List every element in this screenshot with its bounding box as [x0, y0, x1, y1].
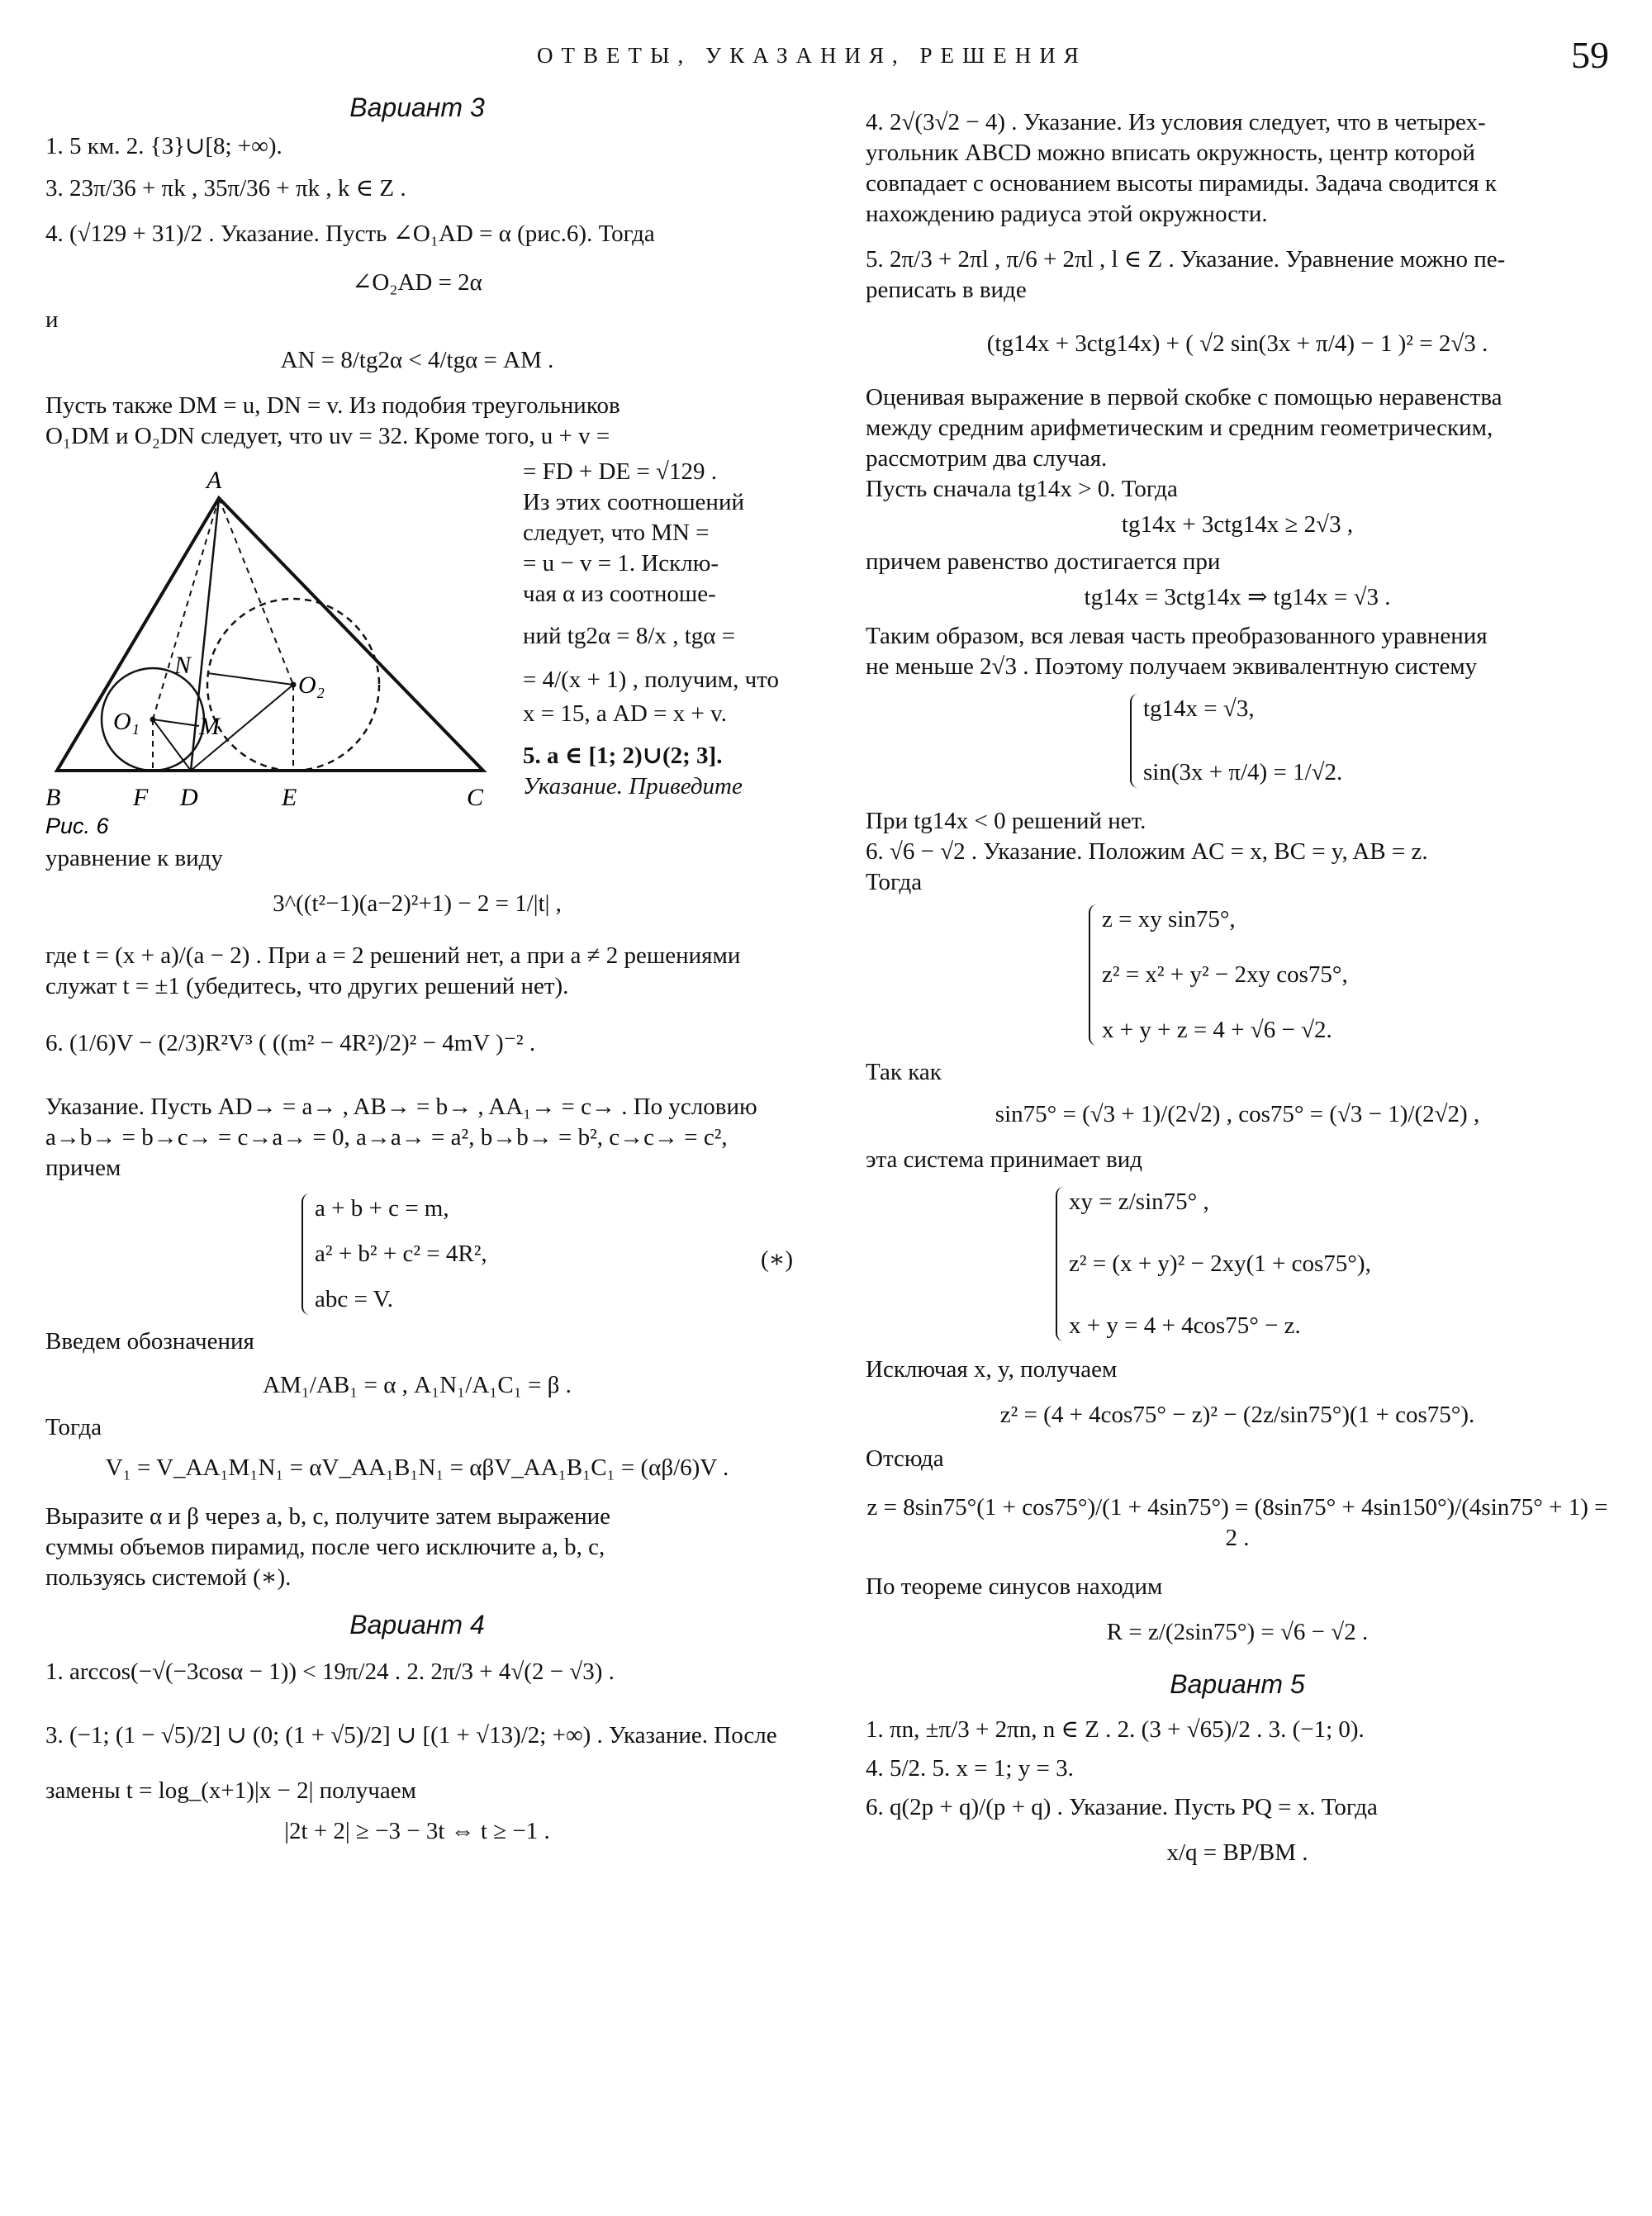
text-line: Исключая x, y, получаем	[866, 1356, 1118, 1383]
system-line: x + y = 4 + 4cos75° − z.	[1069, 1312, 1301, 1339]
system-line: a + b + c = m,	[315, 1195, 449, 1222]
text-line: уравнение к виду	[45, 845, 223, 871]
formula: AM₁/AB₁ = α , A₁N₁/A₁C₁ = β .	[263, 1372, 572, 1398]
system-line: x + y + z = 4 + √6 − √2.	[1102, 1017, 1332, 1043]
text-line: суммы объемов пирамид, после чего исключите a, b, c,	[45, 1534, 605, 1560]
answer-line: 3. (−1; (1 − √5)/2] ∪ (0; (1 + √5)/2] ∪ [(1 + √13)/2; +∞) . Указание. После	[45, 1722, 777, 1749]
text-line: не меньше 2√3 . Поэтому получаем эквивалентную систему	[866, 653, 1478, 680]
formula: V₁ = V_AA₁M₁N₁ = αV_AA₁B₁N₁ = αβV_AA₁B₁C₁ = (αβ/6)V .	[105, 1454, 729, 1481]
figure-6-diagram	[45, 457, 516, 837]
label-b: B	[45, 784, 61, 811]
text-line: Таким образом, вся левая часть преобразованного уравнения	[866, 623, 1488, 649]
answer-line: 3. 23π/36 + πk , 35π/36 + πk , k ∈ Z .	[45, 175, 406, 202]
system-line: z² = x² + y² − 2xy cos75°,	[1102, 961, 1348, 988]
text-line: Так как	[866, 1059, 942, 1085]
text-line: = FD + DE = √129 .	[523, 458, 717, 485]
page-number: 59	[1571, 34, 1609, 76]
text-line: 5. a ∈ [1; 2)∪(2; 3].	[523, 743, 723, 769]
label-o1: O₁	[113, 708, 140, 735]
answer-line: 6. q(2p + q)/(p + q) . Указание. Пусть PQ = x. Тогда	[866, 1794, 1378, 1820]
text-line: между средним арифметическим и средним геометрическим,	[866, 415, 1493, 441]
segment-ao2	[219, 498, 293, 685]
text-line: пользуясь системой (∗).	[45, 1564, 292, 1591]
text-line: Тогда	[866, 869, 923, 895]
formula: x/q = BP/BM .	[1166, 1839, 1308, 1866]
formula: |2t + 2| ≥ −3 − 3t ⇔ t ≥ −1 .	[284, 1818, 550, 1844]
system-1	[1130, 694, 1609, 788]
text-beside-figure	[523, 457, 795, 802]
text-line: совпадает с основанием высоты пирамиды. Задача сводится к	[866, 170, 1497, 197]
answer-line: 6. √6 − √2 . Указание. Положим AC = x, BC = y, AB = z.	[866, 838, 1428, 865]
running-header: ОТВЕТЫ, УКАЗАНИЯ, РЕШЕНИЯ	[537, 43, 1087, 68]
text-line: Выразите α и β через a, b, c, получите затем выражение	[45, 1503, 611, 1530]
text-line: O₁DM и O₂DN следует, что uv = 32. Кроме того, u + v =	[45, 423, 610, 449]
figure-6-block	[45, 457, 789, 837]
left-column	[45, 89, 793, 1852]
text-line: Из этих соотношений	[523, 489, 744, 515]
label-m: M	[199, 713, 220, 740]
text-line: a→b→ = b→c→ = c→a→ = 0, a→a→ = a², b→b→ = b², c→c→ = c², причем	[45, 1124, 728, 1181]
answer-line: 4. 5/2. 5. x = 1; y = 3.	[866, 1755, 1074, 1782]
label-n: N	[174, 652, 192, 679]
point-o2	[291, 682, 297, 688]
text-line: При tg14x < 0 решений нет.	[866, 808, 1146, 834]
system-line: a² + b² + c² = 4R²,	[315, 1241, 487, 1267]
text-line: где t = (x + a)/(a − 2) . При a = 2 решений нет, а при a ≠ 2 решениями	[45, 942, 741, 969]
formula: sin75° = (√3 + 1)/(2√2) , cos75° = (√3 − 1)/(2√2) ,	[995, 1101, 1480, 1127]
label-d: D	[180, 784, 198, 811]
answer-line: 6. (1/6)V − (2/3)R²V³ ( ((m² − 4R²)/2)² − 4mV )⁻² .	[45, 1030, 536, 1056]
section-heading-variant-4: Вариант 4	[349, 1610, 485, 1639]
section-heading-variant-3: Вариант 3	[349, 93, 485, 122]
section-heading-variant-5: Вариант 5	[1170, 1669, 1305, 1699]
label-c: C	[467, 784, 484, 811]
text-line: следует, что MN =	[523, 520, 710, 546]
system-star	[301, 1193, 793, 1315]
text-line: рассмотрим два случая.	[866, 445, 1108, 472]
formula: tg14x = 3ctg14x ⇒ tg14x = √3 .	[1084, 584, 1391, 610]
system-2	[1089, 904, 1609, 1046]
answer-line: 1. arccos(−√(−3cosα − 1)) < 19π/24 . 2. 2π/3 + 4√(2 − √3) .	[45, 1658, 615, 1685]
text-line: угольник ABCD можно вписать окружность, центр которой	[866, 140, 1475, 166]
text-line: эта система принимает вид	[866, 1146, 1143, 1173]
label-f: F	[133, 784, 149, 811]
segment-o1m	[153, 719, 199, 726]
text-line: служат t = ±1 (убедитесь, что других решений нет).	[45, 973, 569, 999]
text-line: ний tg2α = 8/x , tgα =	[523, 623, 736, 649]
answer-line: 1. 5 км. 2. {3}∪[8; +∞).	[45, 133, 282, 159]
system-line: z² = (x + y)² − 2xy(1 + cos75°),	[1069, 1250, 1371, 1277]
segment-ao1	[153, 498, 219, 719]
formula: ∠O₂AD = 2α	[352, 269, 482, 296]
text-line: Введем обозначения	[45, 1328, 254, 1355]
text-line: Тогда	[45, 1414, 102, 1440]
text-line: = 4/(x + 1) , получим, что	[523, 667, 780, 693]
answer-line: 5. 2π/3 + 2πl , π/6 + 2πl , l ∈ Z . Указание. Уравнение можно пе-	[866, 246, 1506, 273]
text-line: Пусть также DM = u, DN = v. Из подобия треугольников	[45, 392, 620, 419]
equation-tag: (∗)	[760, 1246, 793, 1273]
text-line: Указание. Пусть AD→ = a→ , AB→ = b→ , AA₁→ = c→ . По условию	[45, 1094, 757, 1120]
formula: z = 8sin75°(1 + cos75°)/(1 + 4sin75°) = (8sin75° + 4sin150°)/(4sin75° + 1) = 2 .	[866, 1494, 1608, 1551]
text-line: x = 15, а AD = x + v.	[523, 700, 727, 727]
text-line: реписать в виде	[866, 277, 1027, 303]
text-line: чая α из соотноше-	[523, 581, 716, 607]
formula: 3^((t²−1)(a−2)²+1) − 2 = 1/|t| ,	[273, 890, 562, 917]
answer-line: 4. 2√(3√2 − 4) . Указание. Из условия следует, что в четырех-	[866, 109, 1486, 135]
text-line: нахождению радиуса этой окружности.	[866, 201, 1268, 227]
text-line: Пусть сначала tg14x > 0. Тогда	[866, 476, 1178, 502]
text-line: замены t = log_(x+1)|x − 2| получаем	[45, 1777, 416, 1804]
text-line: и	[45, 306, 59, 333]
formula: R = z/(2sin75°) = √6 − √2 .	[1106, 1619, 1369, 1645]
system-3	[1056, 1187, 1609, 1341]
formula: (tg14x + 3ctg14x) + ( √2 sin(3x + π/4) − 1 )² = 2√3 .	[986, 330, 1488, 357]
segment-o1d	[153, 719, 191, 771]
text-line: Оценивая выражение в первой скобке с помощью неравенства	[866, 384, 1502, 410]
point-o1	[150, 717, 156, 723]
formula: AN = 8/tg2α < 4/tgα = AM .	[280, 347, 554, 373]
text-line: причем равенство достигается при	[866, 548, 1221, 575]
formula: tg14x + 3ctg14x ≥ 2√3 ,	[1121, 511, 1354, 538]
label-e: E	[282, 784, 297, 811]
system-line: z = xy sin75°,	[1102, 906, 1236, 932]
right-column	[866, 89, 1609, 1873]
text-line: Указание. Приведите	[523, 773, 743, 800]
system-line: abc = V.	[315, 1286, 394, 1312]
text-line: По теореме синусов находим	[866, 1573, 1163, 1600]
answer-line: 1. πn, ±π/3 + 2πn, n ∈ Z . 2. (3 + √65)/2 . 3. (−1; 0).	[866, 1716, 1365, 1743]
system-line: tg14x = √3,	[1143, 695, 1255, 722]
system-line: xy = z/sin75° ,	[1069, 1189, 1209, 1215]
figure-caption: Рис. 6	[45, 814, 109, 837]
label-o2: O₂	[298, 671, 325, 699]
segment-no2	[207, 673, 293, 685]
formula: z² = (4 + 4cos75° − z)² − (2z/sin75°)(1 + cos75°).	[999, 1402, 1475, 1428]
answer-line: 4. (√129 + 31)/2 . Указание. Пусть ∠O₁AD = α (рис.6). Тогда	[45, 221, 655, 247]
label-a: A	[206, 467, 222, 494]
system-line: sin(3x + π/4) = 1/√2.	[1143, 759, 1343, 785]
text-line: = u − v = 1. Исклю-	[523, 550, 719, 577]
text-line: Отсюда	[866, 1445, 944, 1472]
